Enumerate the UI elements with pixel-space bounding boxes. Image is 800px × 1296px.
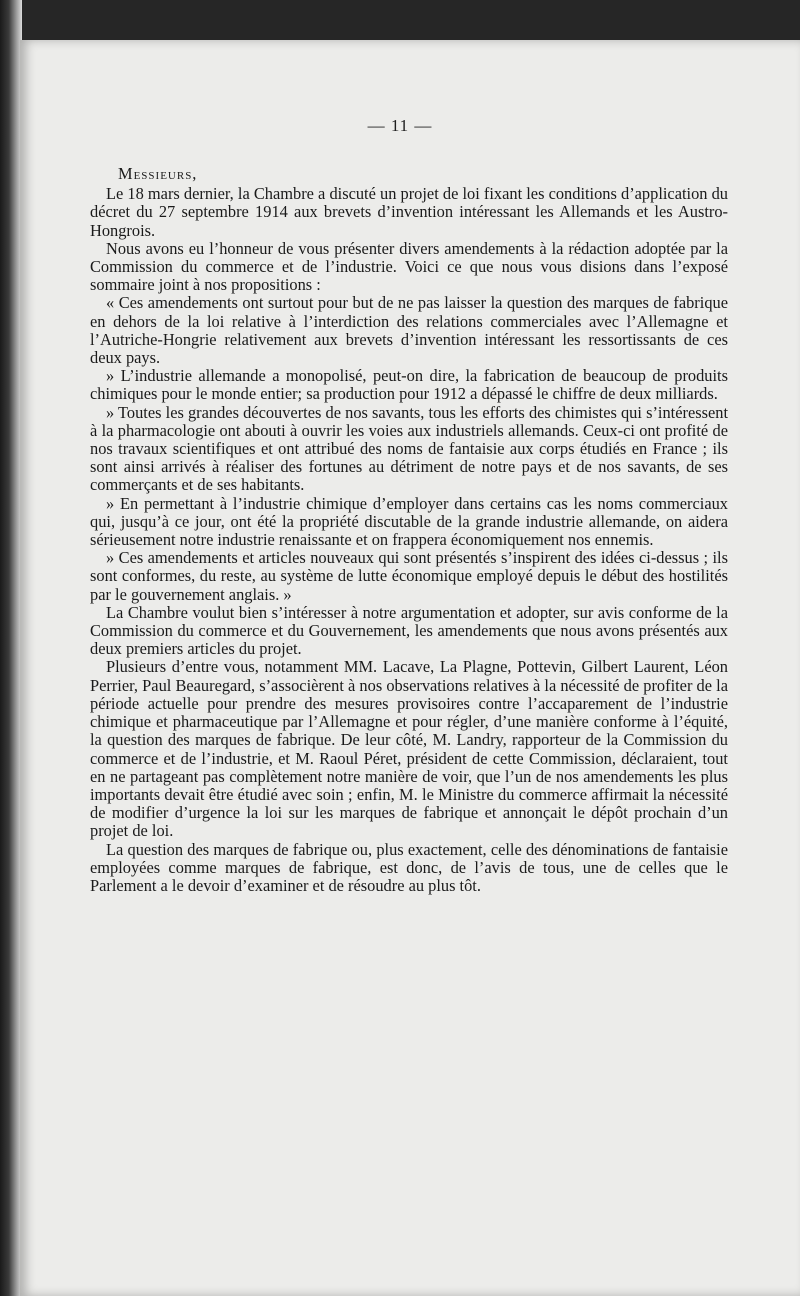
paragraph-6: » En permettant à l’industrie chimique d’employer dans certains cas les noms commerciaux qui, jusqu’à ce jour, ont été la propriété discutable de la grande industrie allemande, on aidera sérieusement notre industrie renaissante et on frappera économiquement nos ennemis. xyxy=(90,493,728,550)
paragraph-3: « Ces amendements ont surtout pour but de ne pas laisser la question des marques de fabrique en dehors de la loi relative à l’interdiction des relations commerciales avec l’Allemagne et l’Autriche-Hongrie relativement aux brevets d’invention intéressant les ressortissants de ces deux pays. xyxy=(90,293,728,368)
page-number: — 11 — xyxy=(367,116,433,135)
document-page xyxy=(20,40,800,1296)
scan-background-top xyxy=(0,0,800,42)
paragraph-2: Nous avons eu l’honneur de vous présenter divers amendements à la rédaction adoptée par la Commission du commerce et de l’industrie. Voici ce que nous vous disions dans l’exposé sommaire joint à nos propositions : xyxy=(90,238,728,295)
salutation: Messieurs, xyxy=(118,164,198,183)
paragraph-10: La question des marques de fabrique ou, plus exactement, celle des dénominations de fantaisie employées comme marques de fabrique, est donc, de l’avis de tous, une de celles que le Parlement a le devoir d’examiner et de résoudre au plus tôt. xyxy=(90,839,728,895)
paragraph-9: Plusieurs d’entre vous, notamment MM. Lacave, La Plagne, Pottevin, Gilbert Laurent, Léon Perrier, Paul Beauregard, s’associèrent à nos observations relatives à la nécessité de profiter de la période actuelle pour prendre des mesures provisoires contre l’accaparement de l’industrie chimique et pharmaceutique par l’Allemagne et pour régler, d’une manière conforme à l’équité, la question des marques de fabrique. De leur côté, M. Landry, rapporteur de la Commission du commerce et de l’industrie, et M. Raoul Péret, président de cette Commission, déclaraient, tout en ne partageant pas complètement notre manière de voir, que l’un de nos amendements les plus importants devait être étudié avec soin ; enfin, M. le Ministre du commerce affirmait la nécessité de modifier d’urgence la loi sur les marques de fabrique et annonçait le dépôt prochain d’un projet de loi. xyxy=(90,657,728,841)
paragraph-8: La Chambre voulut bien s’intéresser à notre argumentation et adopter, sur avis conforme de la Commission du commerce et du Gouvernement, les amendements que nous avons présentés aux deux premiers articles du projet. xyxy=(90,602,728,659)
body-text xyxy=(90,165,728,895)
paragraph-4: » L’industrie allemande a monopolisé, peut-on dire, la fabrication de beaucoup de produits chimiques pour le monde entier; sa production pour 1912 a dépassé le chiffre de deux milliards. xyxy=(90,366,728,404)
paragraph-1: Le 18 mars dernier, la Chambre a discuté un projet de loi fixant les conditions d’application du décret du 27 septembre 1914 aux brevets d’invention intéressant les Allemands et les Austro-Hongrois. xyxy=(90,184,728,240)
paragraph-5: » Toutes les grandes découvertes de nos savants, tous les efforts des chimistes qui s’intéressent à la pharmacologie ont abouti à ouvrir les voies aux industriels allemands. Ceux-ci ont profité de nos travaux scientifiques et ont attribué des noms de fantaisie aux corps étudiés en France ; ils sont ainsi arrivés à réaliser des fortunes au détriment de notre pays et de nos savants, de ses commerçants et de ses habitants. xyxy=(90,402,728,495)
paragraph-7: » Ces amendements et articles nouveaux qui sont présentés s’inspirent des idées ci-dessus ; ils sont conformes, du reste, au système de lutte économique employé depuis le début des hostilités par le gouvernement anglais. » xyxy=(90,548,728,604)
book-binding-edge xyxy=(0,0,22,1296)
